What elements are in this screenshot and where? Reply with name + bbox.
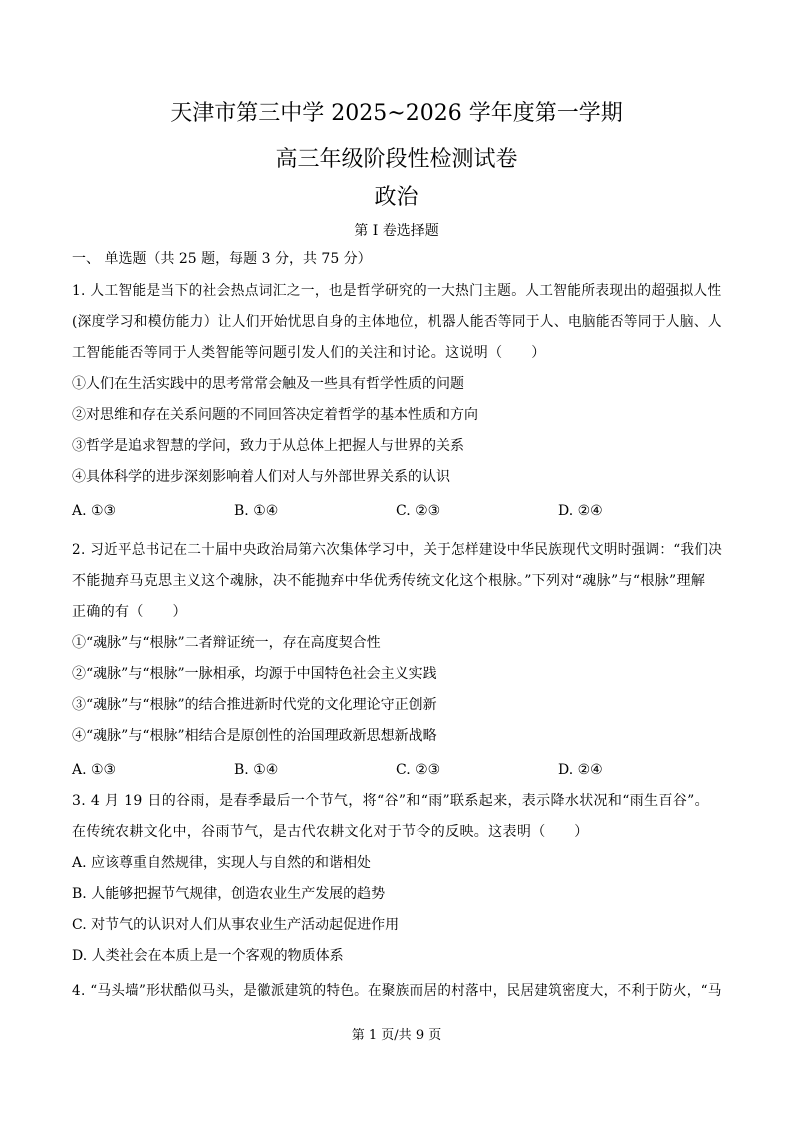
statement-item: ①人们在生活实践中的思考常常会触及一些具有哲学性质的问题 bbox=[72, 376, 464, 392]
question-stem-line: 在传统农耕文化中，谷雨节气，是古代农耕文化对于节令的反映。这表明（ ） bbox=[72, 824, 589, 840]
option-d: D. ②④ bbox=[558, 503, 603, 519]
statement-item: ③哲学是追求智慧的学问，致力于从总体上把握人与世界的关系 bbox=[72, 438, 464, 454]
option-c: C. 对节气的认识对人们从事农业生产活动起促进作用 bbox=[72, 917, 400, 933]
question-stem-line: 不能抛弃马克思主义这个魂脉，决不能抛弃中华优秀传统文化这个根脉。”下列对“魂脉”与“根脉”理解 bbox=[72, 573, 706, 589]
part-heading: 一、 单选题（共 25 题，每题 3 分，共 75 分） bbox=[72, 251, 372, 267]
page-number: 第 1 页/共 9 页 bbox=[351, 1028, 442, 1043]
statement-item: ④“魂脉”与“根脉”相结合是原创性的治国理政新思想新战略 bbox=[72, 728, 437, 744]
question-stem-line: 2. 习近平总书记在二十届中央政治局第六次集体学习中，关于怎样建设中华民族现代文明时强调：“我们决 bbox=[72, 542, 723, 558]
question-stem-line: 3. 4 月 19 日的谷雨，是春季最后一个节气，将“谷”和“雨”联系起来，表示降水状况和“雨生百谷”。 bbox=[72, 793, 710, 809]
option-d: D. 人类社会在本质上是一个客观的物质体系 bbox=[72, 948, 344, 964]
question-stem-line: 1. 人工智能是当下的社会热点词汇之一，也是哲学研究的一大热门主题。人工智能所表现出的超强拟人性 bbox=[72, 283, 722, 299]
option-a: A. 应该尊重自然规律，实现人与自然的和谐相处 bbox=[72, 855, 372, 871]
exam-title: 天津市第三中学 2025~2026 学年度第一学期 bbox=[170, 101, 623, 126]
statement-item: ①“魂脉”与“根脉”二者辩证统一，存在高度契合性 bbox=[72, 635, 381, 651]
subject-title: 政治 bbox=[374, 185, 419, 210]
option-a: A. ①③ bbox=[72, 762, 117, 778]
statement-item: ②对思维和存在关系问题的不同回答决定着哲学的基本性质和方向 bbox=[72, 407, 478, 423]
option-d: D. ②④ bbox=[558, 762, 603, 778]
option-c: C. ②③ bbox=[396, 762, 441, 778]
option-b: B. 人能够把握节气规律，创造农业生产发展的趋势 bbox=[72, 886, 386, 902]
option-b: B. ①④ bbox=[234, 762, 279, 778]
exam-subtitle: 高三年级阶段性检测试卷 bbox=[275, 147, 518, 172]
section-heading: 第 I 卷选择题 bbox=[354, 223, 439, 239]
question-stem-line: 工智能能否等同于人类智能等问题引发人们的关注和讨论。这说明（ ） bbox=[72, 345, 546, 361]
option-c: C. ②③ bbox=[396, 503, 441, 519]
question-stem-line: 正确的有（ ） bbox=[72, 604, 187, 620]
question-stem-line: 4. “马头墙”形状酷似马头，是徽派建筑的特色。在聚族而居的村落中，民居建筑密度大，不利于防火，“马 bbox=[72, 983, 722, 999]
question-stem-line: (深度学习和模仿能力）让人们开始忧思自身的主体地位，机器人能否等同于人、电脑能否等同于人脑、人 bbox=[72, 314, 722, 330]
statement-item: ②“魂脉”与“根脉”一脉相承，均源于中国特色社会主义实践 bbox=[72, 666, 437, 682]
statement-item: ④具体科学的进步深刻影响着人们对人与外部世界关系的认识 bbox=[72, 469, 450, 485]
option-a: A. ①③ bbox=[72, 503, 117, 519]
statement-item: ③“魂脉”与“根脉”的结合推进新时代党的文化理论守正创新 bbox=[72, 697, 437, 713]
option-b: B. ①④ bbox=[234, 503, 279, 519]
